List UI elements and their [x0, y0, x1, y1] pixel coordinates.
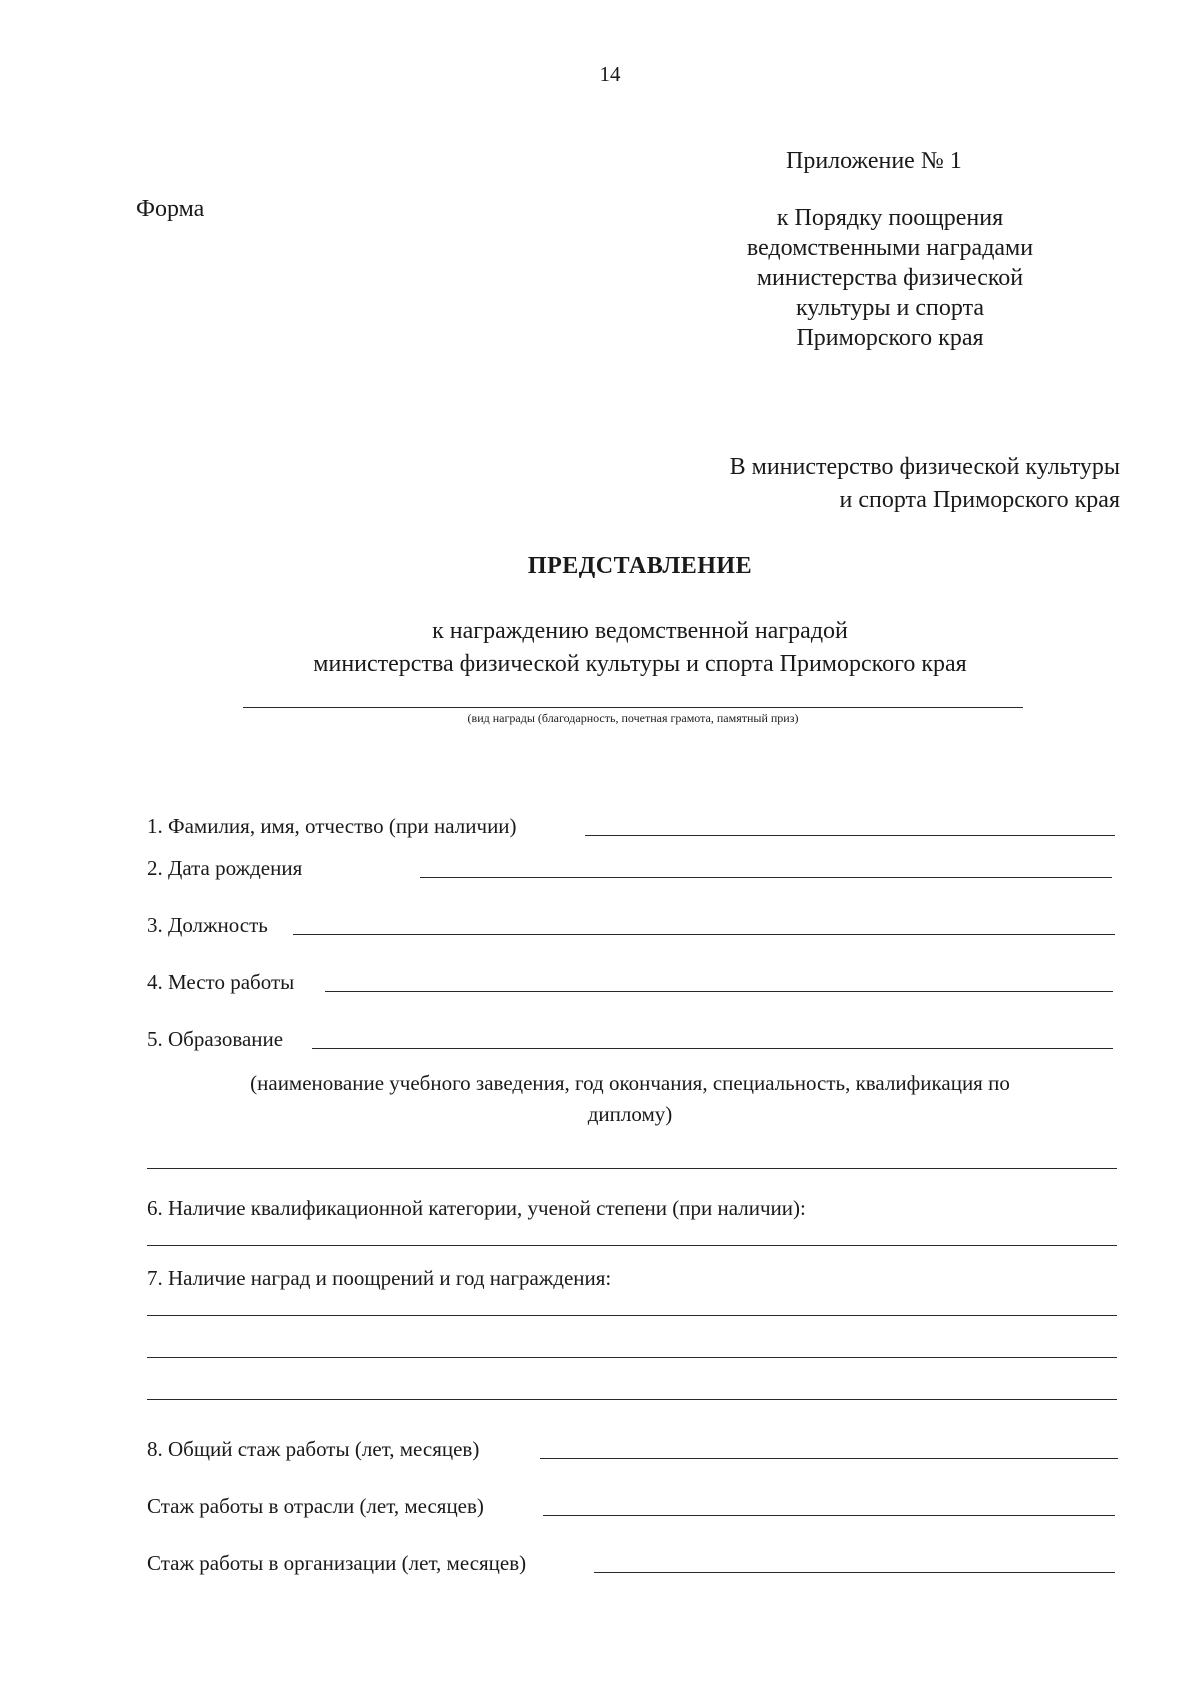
appendix-line: Приморского края: [796, 325, 984, 351]
subheading-line-1: к награждению ведомственной наградой: [432, 618, 848, 644]
field-birth-date-line[interactable]: [420, 877, 1112, 878]
field-org-experience-line[interactable]: [594, 1572, 1115, 1573]
field-awards-line-1[interactable]: [147, 1315, 1117, 1316]
field-position-line[interactable]: [293, 934, 1115, 935]
field-education-extra-line[interactable]: [147, 1168, 1117, 1169]
field-industry-experience-label: Стаж работы в отрасли (лет, месяцев): [147, 1494, 484, 1518]
field-industry-experience-line[interactable]: [543, 1515, 1115, 1516]
field-total-experience-label: 8. Общий стаж работы (лет, месяцев): [147, 1437, 480, 1461]
appendix-line: министерства физической: [756, 265, 1024, 291]
field-education-hint-2: диплому): [587, 1102, 673, 1126]
field-birth-date-label: 2. Дата рождения: [147, 856, 303, 880]
field-total-experience-line[interactable]: [540, 1458, 1118, 1459]
appendix-line: культуры и спорта: [795, 295, 985, 321]
document-heading: ПРЕДСТАВЛЕНИЕ: [527, 553, 753, 579]
field-full-name-line[interactable]: [585, 835, 1115, 836]
addressee-line-2: и спорта Приморского края: [839, 487, 1120, 513]
field-position-label: 3. Должность: [147, 913, 268, 937]
field-education-line[interactable]: [312, 1048, 1113, 1049]
field-qualification-label: 6. Наличие квалификационной категории, ученой степени (при наличии):: [147, 1196, 806, 1220]
appendix-line: к Порядку поощрения: [776, 205, 1004, 231]
form-label: Форма: [136, 196, 205, 222]
appendix-line: ведомственными наградами: [746, 235, 1034, 261]
subheading-line-2: министерства физической культуры и спорта Приморского края: [313, 651, 967, 677]
field-workplace-line[interactable]: [325, 991, 1113, 992]
field-awards-line-3[interactable]: [147, 1399, 1117, 1400]
page-number: 14: [599, 62, 621, 86]
field-workplace-label: 4. Место работы: [147, 970, 295, 994]
field-awards-line-2[interactable]: [147, 1357, 1117, 1358]
award-type-line: [243, 707, 1023, 708]
field-awards-label: 7. Наличие наград и поощрений и год награждения:: [147, 1266, 612, 1290]
appendix-title: Приложение № 1: [786, 148, 962, 174]
field-education-hint-1: (наименование учебного заведения, год окончания, специальность, квалификация по: [250, 1071, 1010, 1095]
field-education-label: 5. Образование: [147, 1027, 284, 1051]
field-org-experience-label: Стаж работы в организации (лет, месяцев): [147, 1551, 527, 1575]
field-full-name-label: 1. Фамилия, имя, отчество (при наличии): [147, 814, 517, 838]
award-type-hint: (вид награды (благодарность, почетная грамота, памятный приз): [467, 711, 799, 725]
addressee-line-1: В министерство физической культуры: [729, 454, 1120, 480]
appendix-block: [690, 203, 1090, 353]
field-qualification-line[interactable]: [147, 1245, 1117, 1246]
